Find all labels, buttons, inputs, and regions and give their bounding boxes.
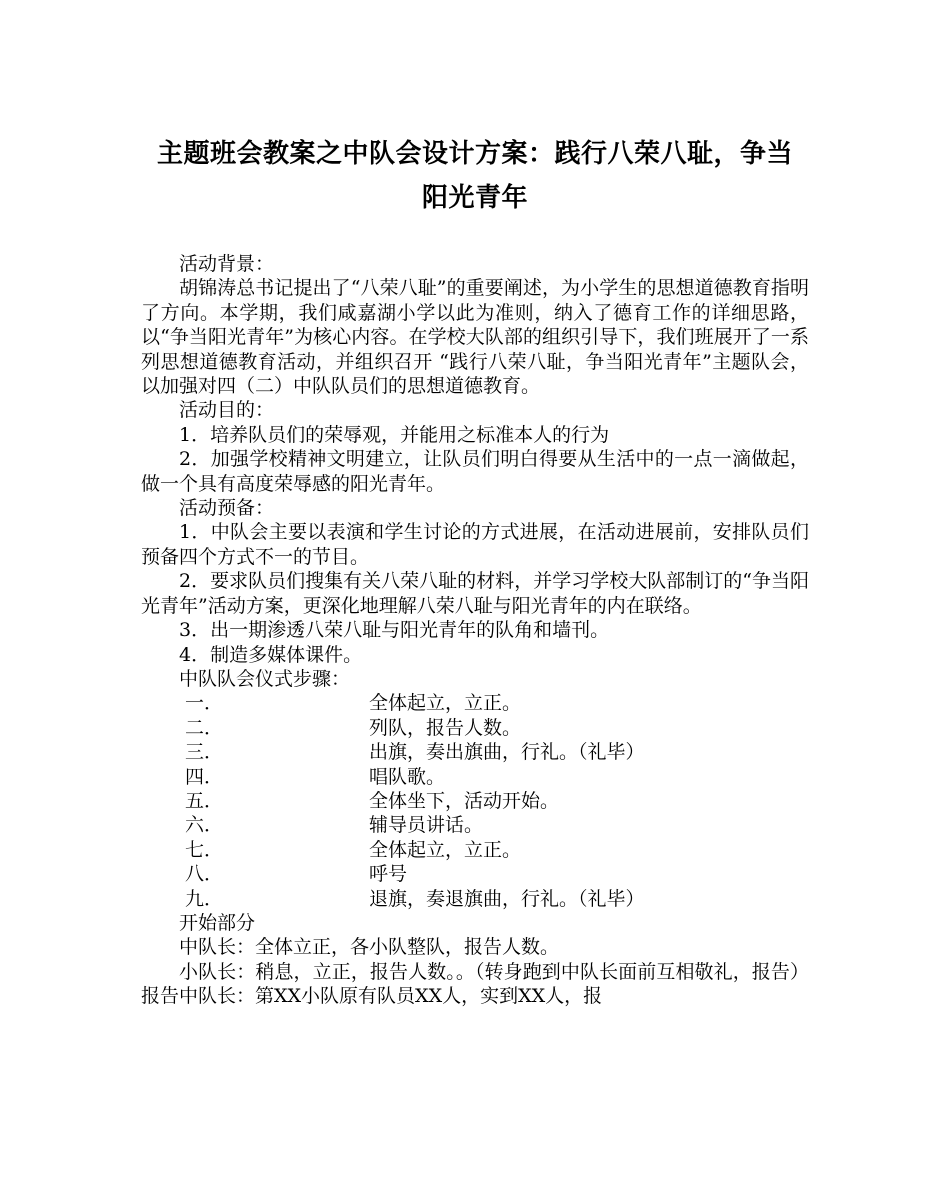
dialogue-team-leader: 小队长：稍息，立正，报告人数。。（转身跑到中队长面前互相敬礼，报告）报告中队长：第XX小队原有队员XX人，实到XX人，报: [141, 960, 809, 1008]
ceremony-step: [141, 740, 809, 764]
ceremony-step: [141, 838, 809, 862]
ceremony-step-number: 二．: [185, 716, 224, 739]
ceremony-step-text: 全体起立，立正。: [369, 838, 522, 861]
paragraph-background: 胡锦涛总书记提出了“八荣八耻”的重要阐述，为小学生的思想道德教育指明了方向。本学期，我们咸嘉湖小学以此为准则，纳入了德育工作的详细思路，以“争当阳光青年”为核心内容。在学校大队部的组织引导下，我们班展开了一系列思想道德教育活动，并组织召开 “践行八荣八耻，争当阳光青年”主题队会，以加强对四（二）中队队员们的思想道德教育。: [141, 277, 809, 398]
ceremony-step-number: 五．: [185, 789, 224, 812]
title-line-1: 主题班会教案之中队会设计方案：践行八荣八耻，争当: [156, 139, 793, 169]
ceremony-step: [141, 716, 809, 740]
purpose-item-2: 2．加强学校精神文明建立，让队员们明白得要从生活中的一点一滴做起，做一个具有高度荣辱感的阳光青年。: [141, 448, 809, 495]
heading-preparation: 活动预备：: [179, 497, 275, 520]
document-body: [141, 252, 809, 1009]
ceremony-step-text: 列队，报告人数。: [369, 716, 522, 739]
ceremony-step-text: 出旗，奏出旗曲，行礼。（礼毕）: [369, 741, 645, 764]
title-line-2: 阳光青年: [421, 183, 528, 213]
ceremony-step-text: 辅导员讲话。: [369, 814, 484, 837]
ceremony-step-number: 七．: [185, 838, 224, 861]
heading-purpose: 活动目的：: [179, 399, 275, 422]
ceremony-step-text: 全体坐下，活动开始。: [369, 789, 560, 812]
ceremony-step: [141, 887, 809, 911]
preparation-item-3: 3．出一期渗透八荣八耻与阳光青年的队角和墙刊。: [179, 619, 610, 642]
ceremony-step: [141, 691, 809, 715]
ceremony-step: [141, 789, 809, 813]
ceremony-step: [141, 813, 809, 837]
preparation-item-2: 2．要求队员们搜集有关八荣八耻的材料，并学习学校大队部制订的“争当阳光青年”活动方案，更深化地理解八荣八耻与阳光青年的内在联络。: [141, 570, 809, 617]
purpose-item-1: 1．培养队员们的荣辱观，并能用之标准本人的行为: [179, 423, 610, 446]
ceremony-step: [141, 765, 809, 789]
ceremony-step-text: 全体起立，立正。: [369, 692, 522, 715]
heading-ceremony-steps: 中队队会仪式步骤：: [179, 667, 351, 690]
ceremony-step-number: 一．: [185, 692, 224, 715]
preparation-item-1: 1．中队会主要以表演和学生讨论的方式进展，在活动进展前，安排队员们预备四个方式不一的节目。: [141, 521, 809, 568]
ceremony-step-text: 退旗，奏退旗曲，行礼。（礼毕）: [369, 887, 645, 910]
dialogue-squadron-leader: 中队长：全体立正，各小队整队，报告人数。: [179, 936, 560, 959]
ceremony-step-number: 三．: [185, 741, 224, 764]
ceremony-step-text: 呼号: [369, 863, 408, 886]
heading-opening-part: 开始部分: [179, 911, 256, 934]
ceremony-step-number: 四．: [185, 765, 224, 788]
preparation-item-4: 4．制造多媒体课件。: [179, 643, 363, 666]
ceremony-step: [141, 862, 809, 886]
document-title: [141, 132, 809, 220]
document-page: [141, 132, 809, 1009]
heading-background: 活动背景：: [179, 253, 275, 275]
ceremony-step-number: 六．: [185, 814, 224, 837]
ceremony-step-number: 八．: [185, 863, 224, 886]
ceremony-step-number: 九．: [185, 887, 224, 910]
ceremony-step-text: 唱队歌。: [369, 765, 446, 788]
ceremony-steps-list: [141, 691, 809, 911]
